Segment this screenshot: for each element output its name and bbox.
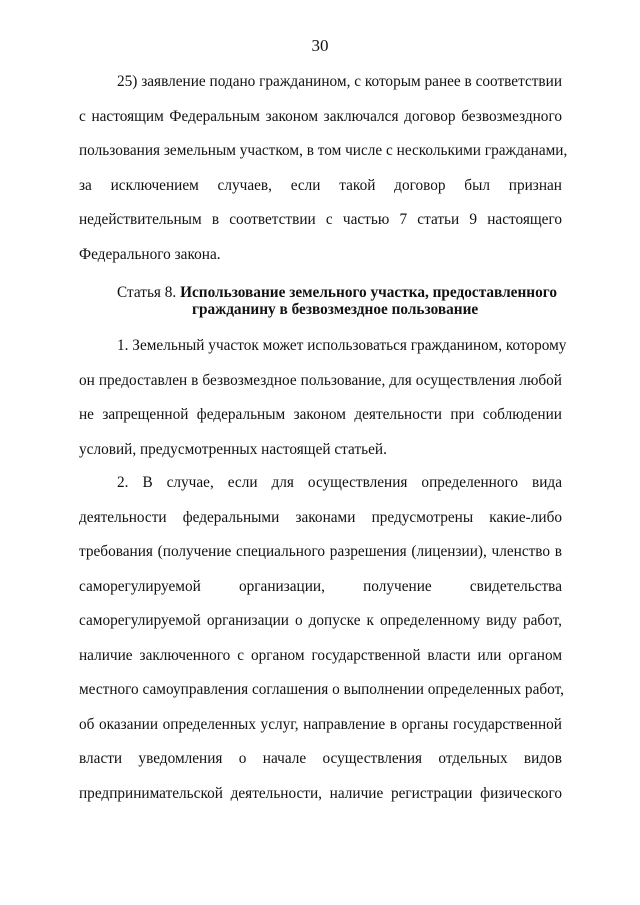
item-25-paragraph (79, 72, 568, 279)
paragraph-2-line-8: об оказании определенных услуг, направление в органы государственной (79, 715, 562, 733)
article-8-title-line-1: Использование земельного участка, предоставленного (180, 284, 557, 301)
article-8-label: Статья 8. (117, 284, 177, 301)
paragraph-2-line-5: саморегулируемой организации о допуске к определенному виду работ, (79, 612, 562, 629)
paragraph-2 (79, 473, 562, 818)
paragraph-2-line-7: местного самоуправления соглашения о выполнении определенных работ, (79, 681, 564, 698)
article-8-heading (79, 284, 562, 318)
paragraph-1-line-4: условий, предусмотренных настоящей статьей. (79, 440, 387, 458)
paragraph-2-line-10: предпринимательской деятельности, наличие регистрации физического (79, 784, 562, 802)
item-25-line-4: за исключением случаев, если такой договор был признан (79, 176, 562, 194)
paragraph-1-line-2: он предоставлен в безвозмездное пользование, для осуществления любой (79, 371, 562, 389)
item-25-line-6: Федерального закона. (79, 245, 221, 263)
paragraph-1 (79, 336, 567, 474)
paragraph-1-line-1: 1. Земельный участок может использоваться гражданином, которому (117, 337, 567, 354)
paragraph-2-line-4: саморегулируемой организации, получение свидетельства (79, 577, 562, 595)
page-number: 30 (311, 36, 329, 55)
item-25-line-1: 25) заявление подано гражданином, с которым ранее в соответствии (117, 73, 563, 90)
item-25-line-3: пользования земельным участком, в том числе с несколькими гражданами, (79, 142, 568, 159)
paragraph-1-line-3: не запрещенной федеральным законом деятельности при соблюдении (79, 406, 562, 423)
paragraph-2-line-9: власти уведомления о начале осуществления отдельных видов (79, 750, 562, 767)
paragraph-2-line-6: наличие заключенного с органом государственной власти или органом (79, 646, 562, 664)
paragraph-2-line-3: требования (получение специального разрешения (лицензии), членство в (79, 543, 562, 560)
article-8-title-line-2: гражданину в безвозмездное пользование (192, 301, 479, 318)
paragraph-2-line-1: 2. В случае, если для осуществления определенного вида (117, 474, 562, 491)
item-25-line-2: с настоящим Федеральным законом заключался договор безвозмездного (79, 107, 562, 125)
paragraph-2-line-2: деятельности федеральными законами предусмотрены какие-либо (79, 508, 562, 526)
item-25-line-5: недействительным в соответствии с частью 7 статьи 9 настоящего (79, 211, 562, 228)
